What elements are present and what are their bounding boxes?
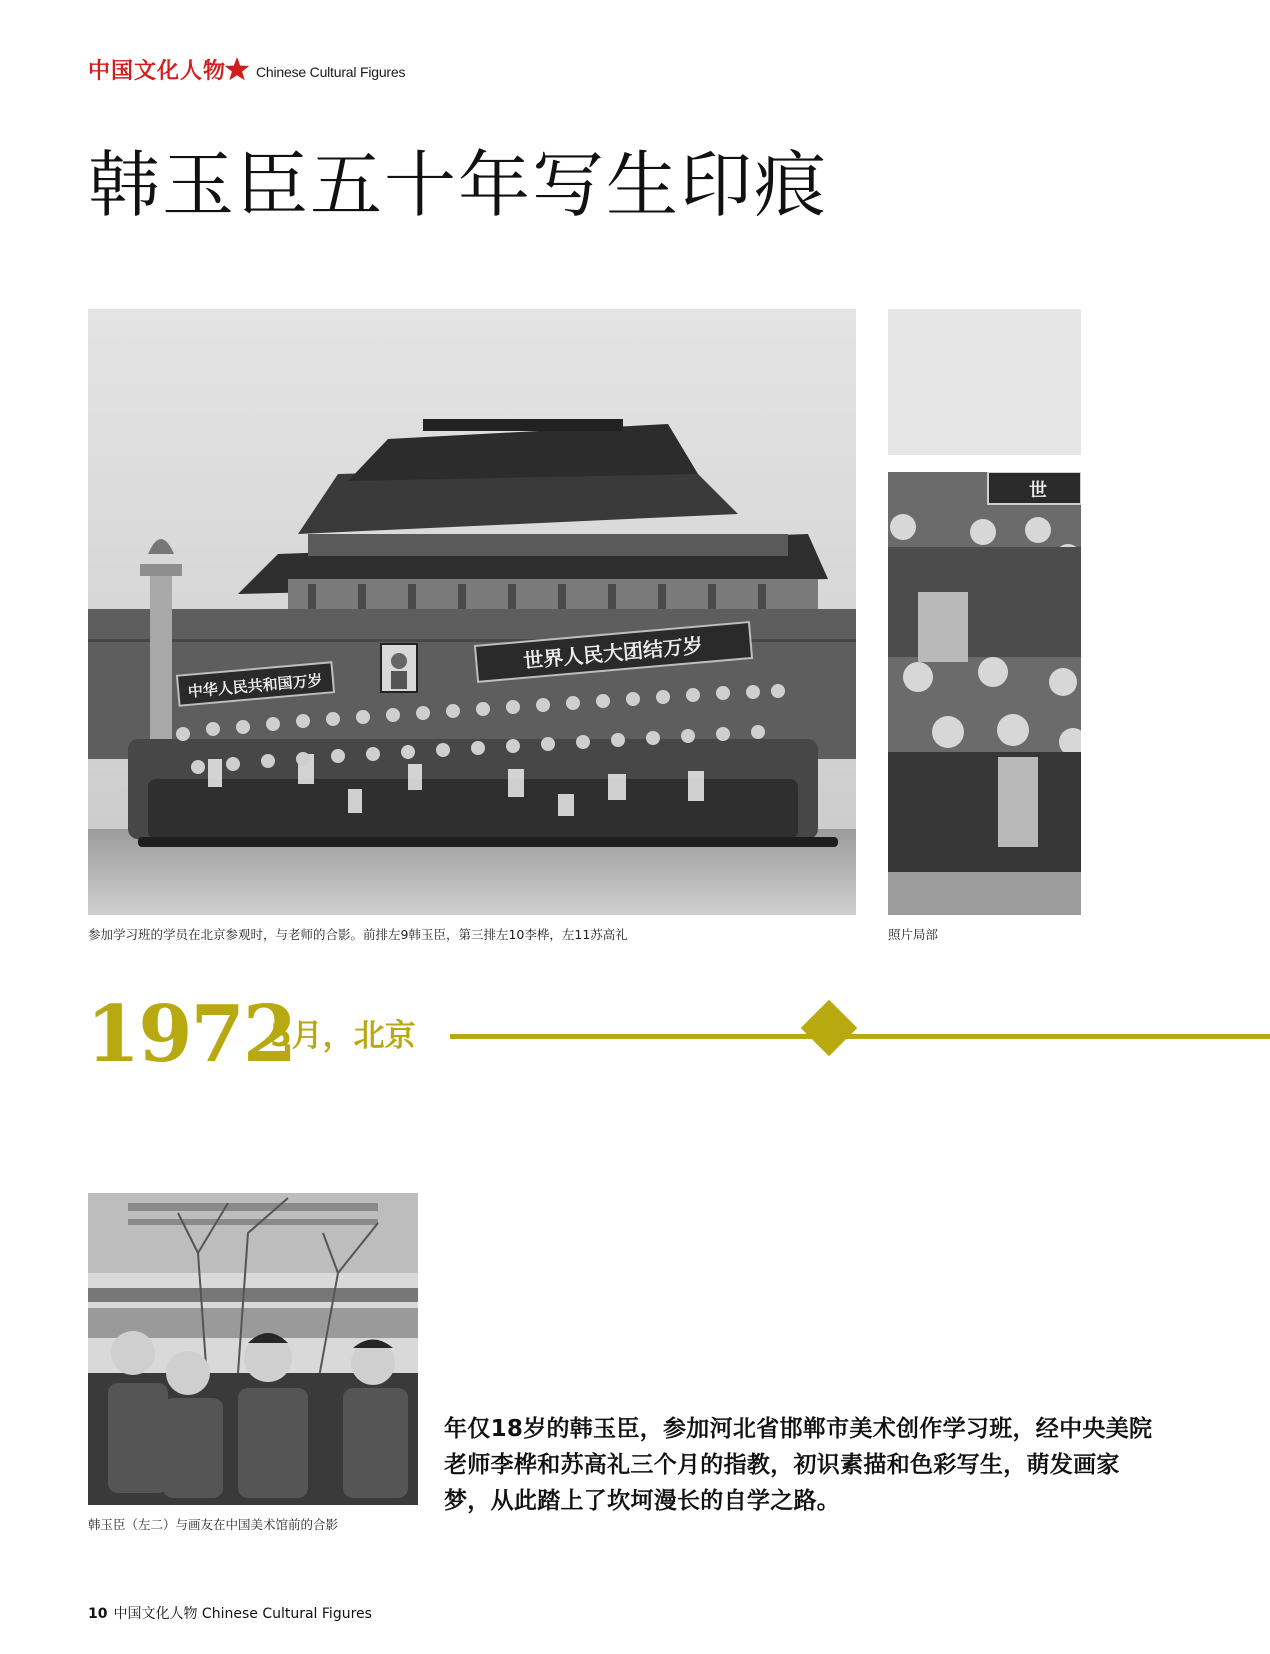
red-star-icon [224, 56, 250, 82]
placeholder-gray-block [888, 309, 1081, 455]
banner-left-text: 中华人民共和国万岁 [187, 671, 324, 701]
small-photo-caption: 韩玉臣（左二）与画友在中国美术馆前的合影 [88, 1517, 339, 1532]
timeline-diamond-marker [801, 1000, 858, 1057]
brand-logo-chinese: 中国文化人物 [88, 58, 227, 84]
banner-right-text: 世界人民大团结万岁 [522, 633, 704, 673]
crop-photo-caption: 照片局部 [888, 927, 939, 942]
brand-logo-english: Chinese Cultural Figures [256, 64, 406, 80]
article-title: 韩玉臣五十年写生印痕 [88, 143, 829, 227]
article-body-text: 年仅18岁的韩玉臣，参加河北省邯郸市美术创作学习班，经中央美院老师李桦和苏高礼三个月的指教，初识素描和色彩写生，萌发画家梦，从此踏上了坎坷漫长的自学之路。 [444, 1416, 1153, 1514]
page-number: 10 [88, 1606, 108, 1622]
footer-publication: 中国文化人物 Chinese Cultural Figures [113, 1606, 372, 1622]
group-photo-tiananmen [88, 309, 856, 915]
main-photo-caption: 参加学习班的学员在北京参观时，与老师的合影。前排左9韩玉臣，第三排左10李桦，左11苏高礼 [88, 927, 628, 942]
timeline-year: 1972 [86, 989, 296, 1080]
crop-banner-text: 世 [1029, 480, 1047, 501]
page-footer [88, 1604, 372, 1624]
photo-four-friends [88, 1193, 418, 1505]
timeline-line [450, 1034, 1270, 1039]
cropped-photo-detail [888, 472, 1081, 915]
timeline-date-place: 5月，北京 [270, 1018, 416, 1054]
